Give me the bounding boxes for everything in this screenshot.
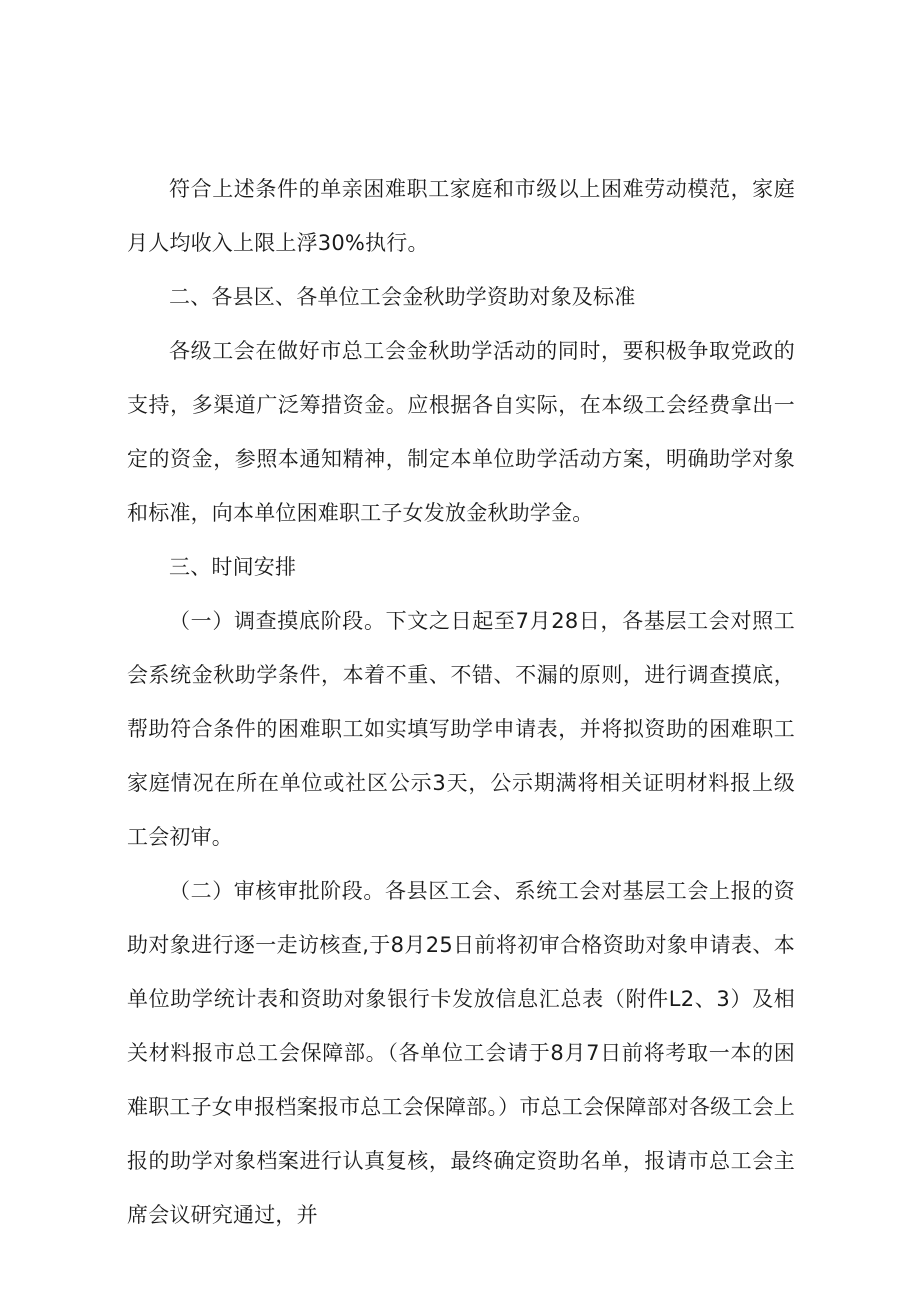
paragraph-local-unions: 各级工会在做好市总工会金秋助学活动的同时，要积极争取党政的支持，多渠道广泛筹措资金。应根据各自实际，在本级工会经费拿出一定的资金，参照本通知精神，制定本单位助学活动方案，明确助学对象和标准，向本单位困难职工子女发放金秋助学金。 [127, 339, 795, 525]
section-heading-three: 三、时间安排 [169, 555, 297, 579]
section-heading-two: 二、各县区、各单位工会金秋助学资助对象及标准 [169, 285, 636, 309]
paragraph-eligibility-note: 符合上述条件的单亲困难职工家庭和市级以上困难劳动模范，家庭月人均收入上限上浮30%执行。 [127, 177, 795, 255]
document-body [127, 162, 795, 1242]
paragraph-survey-stage: （一）调查摸底阶段。下文之日起至7月28日，各基层工会对照工会系统金秋助学条件，本着不重、不错、不漏的原则，进行调查摸底，帮助符合条件的困难职工如实填写助学申请表，并将拟资助的困难职工家庭情况在所在单位或社区公示3天，公示期满将相关证明材料报上级工会初审。 [127, 609, 795, 849]
paragraph-review-stage: （二）审核审批阶段。各县区工会、系统工会对基层工会上报的资助对象进行逐一走访核查,于8月25日前将初审合格资助对象申请表、本单位助学统计表和资助对象银行卡发放信息汇总表（附件L2、3）及相关材料报市总工会保障部。（各单位工会请于8月7日前将考取一本的困难职工子女申报档案报市总工会保障部。）市总工会保障部对各级工会上报的助学对象档案进行认真复核，最终确定资助名单，报请市总工会主席会议研究通过，并 [127, 879, 795, 1227]
